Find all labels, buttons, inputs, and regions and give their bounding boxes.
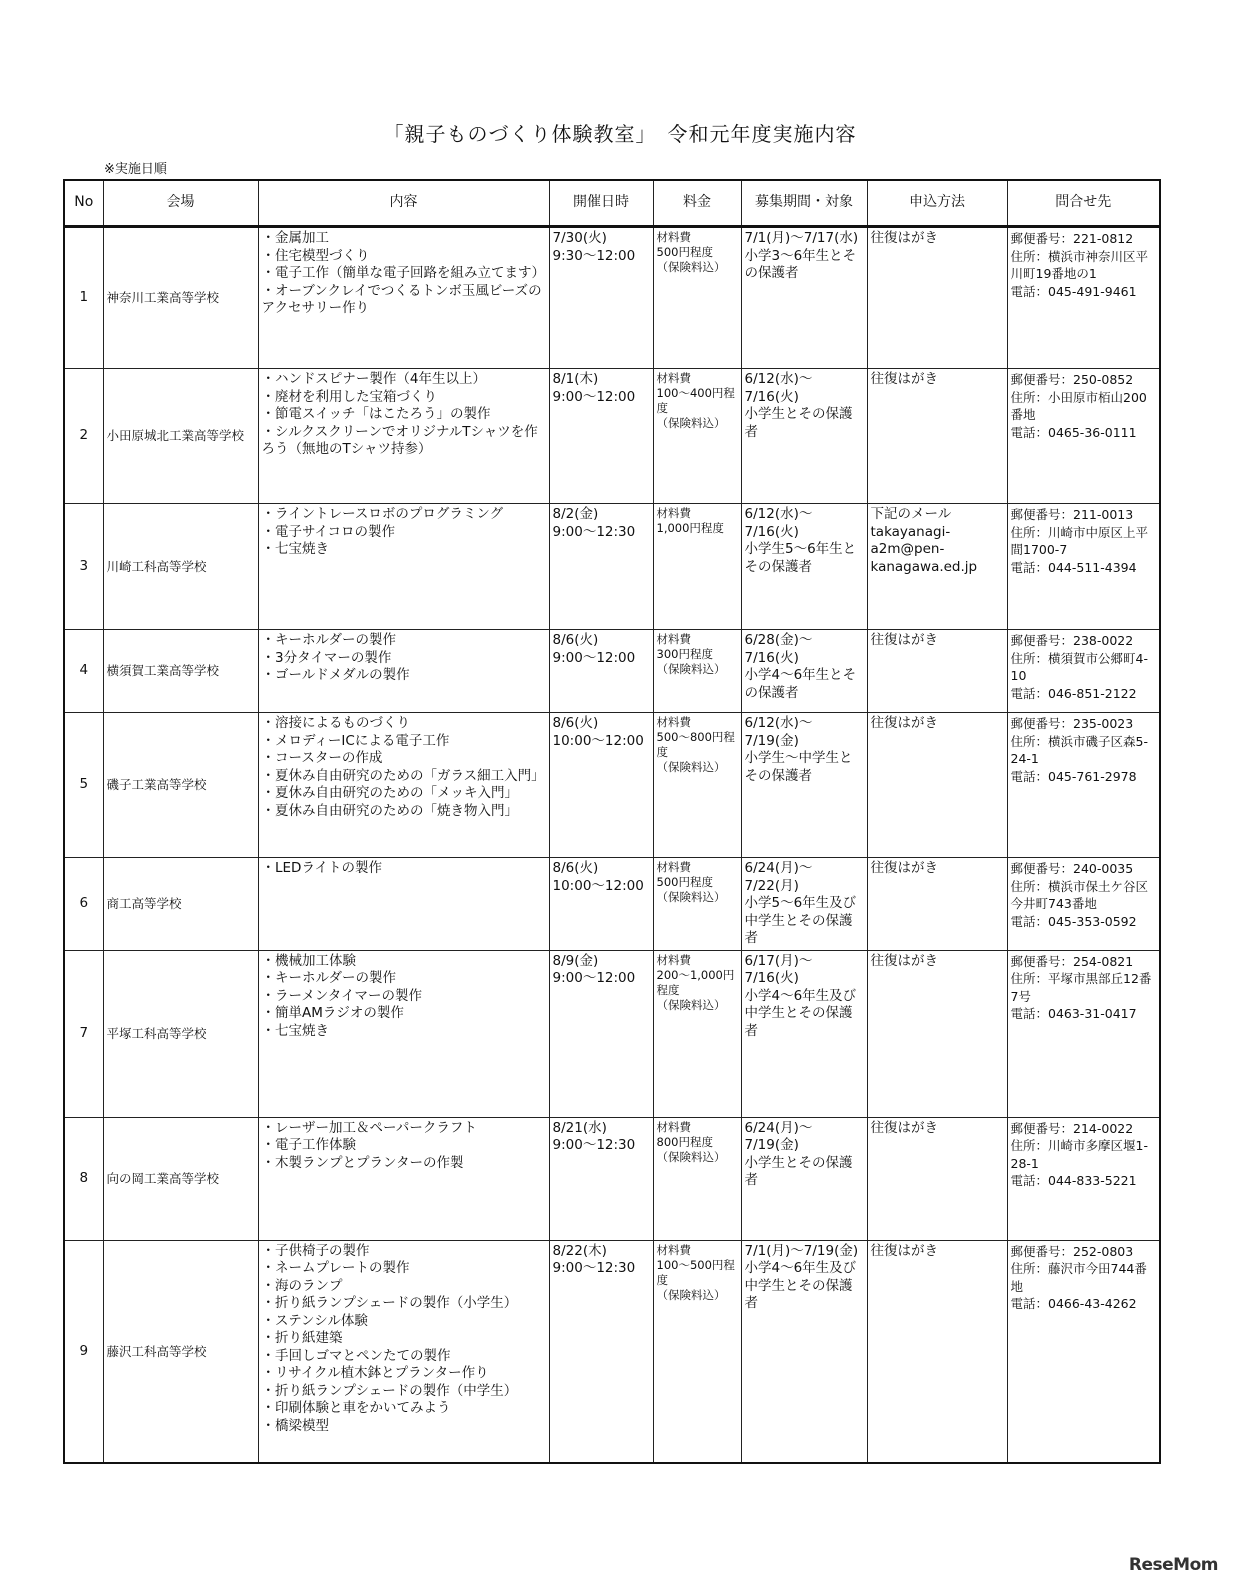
header-date: 開催日時 bbox=[549, 180, 653, 227]
period-cell: 6/12(水)～7/19(金) 小学生～中学生とその保護者 bbox=[741, 713, 867, 858]
content-item: ・レーザー加工＆ペーパークラフト bbox=[261, 1119, 477, 1136]
row-number: 9 bbox=[64, 1240, 103, 1463]
content-item: ・手回しゴマとペンたての製作 bbox=[261, 1347, 451, 1364]
content-cell bbox=[258, 504, 549, 630]
content-item: ・溶接によるものづくり bbox=[261, 715, 410, 731]
content-item: ・夏休み自由研究のための「ガラス細工入門」 bbox=[261, 767, 545, 784]
header-fee: 料金 bbox=[653, 180, 741, 227]
date-cell: 8/6(火) 10:00～12:00 bbox=[549, 858, 653, 951]
method-cell: 往復はがき bbox=[867, 369, 1007, 504]
contact-cell: 郵便番号：214-0022 住所：川崎市多摩区堰1-28-1 電話：044-833-5221 bbox=[1007, 1117, 1160, 1240]
table-row bbox=[64, 369, 1160, 504]
content-item: ・キーホルダーの製作 bbox=[261, 632, 396, 648]
content-item: ・木製ランプとプランターの作製 bbox=[261, 1154, 464, 1171]
table-row bbox=[64, 1117, 1160, 1240]
contact-cell: 郵便番号：250-0852 住所：小田原市栢山200番地 電話：0465-36-0111 bbox=[1007, 369, 1160, 504]
venue-cell: 平塚工科高等学校 bbox=[103, 950, 258, 1117]
period-cell: 6/12(水)～7/16(火) 小学生とその保護者 bbox=[741, 369, 867, 504]
content-cell bbox=[258, 950, 549, 1117]
fee-cell: 材料費 200～1,000円程度 （保険料込） bbox=[653, 950, 741, 1117]
row-number: 3 bbox=[64, 504, 103, 630]
venue-cell: 川崎工科高等学校 bbox=[103, 504, 258, 630]
venue-cell: 藤沢工科高等学校 bbox=[103, 1240, 258, 1463]
content-item: ・ゴールドメダルの製作 bbox=[261, 667, 410, 683]
content-item: ・キーホルダーの製作 bbox=[261, 970, 396, 986]
content-item: ・コースターの作成 bbox=[261, 750, 383, 766]
header-method: 申込方法 bbox=[867, 180, 1007, 227]
table-header-row bbox=[64, 180, 1160, 227]
fee-cell: 材料費 100～400円程度 （保険料込） bbox=[653, 369, 741, 504]
row-number: 5 bbox=[64, 713, 103, 858]
contact-cell: 郵便番号：235-0023 住所：横浜市磯子区森5-24-1 電話：045-761-2978 bbox=[1007, 713, 1160, 858]
method-cell: 往復はがき bbox=[867, 227, 1007, 369]
content-item: ・電子工作（簡単な電子回路を組み立てます） bbox=[261, 265, 545, 281]
content-item: ・ステンシル体験 bbox=[261, 1312, 368, 1329]
content-item: ・ハンドスピナー製作（4年生以上） bbox=[261, 371, 486, 387]
period-cell: 6/28(金)～7/16(火) 小学4～6年生とその保護者 bbox=[741, 630, 867, 713]
contact-cell: 郵便番号：211-0013 住所：川崎市中原区上平間1700-7 電話：044-511-4394 bbox=[1007, 504, 1160, 630]
fee-cell: 材料費 500円程度 （保険料込） bbox=[653, 858, 741, 951]
venue-cell: 磯子工業高等学校 bbox=[103, 713, 258, 858]
venue-cell: 神奈川工業高等学校 bbox=[103, 227, 258, 369]
content-cell bbox=[258, 858, 549, 951]
method-cell: 往復はがき bbox=[867, 1240, 1007, 1463]
row-number: 8 bbox=[64, 1117, 103, 1240]
venue-cell: 向の岡工業高等学校 bbox=[103, 1117, 258, 1240]
row-number: 7 bbox=[64, 950, 103, 1117]
content-item: ・LEDライトの製作 bbox=[261, 860, 383, 876]
date-cell: 8/6(火) 10:00～12:00 bbox=[549, 713, 653, 858]
row-number: 6 bbox=[64, 858, 103, 951]
fee-cell: 材料費 1,000円程度 bbox=[653, 504, 741, 630]
content-item: ・簡単AMラジオの製作 bbox=[261, 1005, 404, 1021]
date-cell: 8/1(木) 9:00～12:00 bbox=[549, 369, 653, 504]
date-cell: 8/6(火) 9:00～12:00 bbox=[549, 630, 653, 713]
date-cell: 8/21(水) 9:00～12:30 bbox=[549, 1117, 653, 1240]
content-item: ・子供椅子の製作 bbox=[261, 1242, 370, 1259]
content-item: ・海のランプ bbox=[261, 1277, 343, 1294]
date-cell: 8/2(金) 9:00～12:30 bbox=[549, 504, 653, 630]
contact-cell: 郵便番号：240-0035 住所：横浜市保土ケ谷区今井町743番地 電話：045-353-0592 bbox=[1007, 858, 1160, 951]
date-cell: 8/22(木) 9:00～12:30 bbox=[549, 1240, 653, 1463]
content-item: ・橋梁模型 bbox=[261, 1417, 329, 1434]
fee-cell: 材料費 800円程度 （保険料込） bbox=[653, 1117, 741, 1240]
method-cell: 往復はがき bbox=[867, 1117, 1007, 1240]
method-cell: 往復はがき bbox=[867, 858, 1007, 951]
content-item: ・シルクスクリーンでオリジナルTシャツを作ろう（無地のTシャツ持参） bbox=[261, 423, 538, 457]
content-item: ・夏休み自由研究のための「メッキ入門」 bbox=[261, 785, 518, 801]
content-item: ・折り紙ランプシェードの製作（小学生） bbox=[261, 1295, 518, 1311]
venue-cell: 横須賀工業高等学校 bbox=[103, 630, 258, 713]
content-item: ・メロディーICによる電子工作 bbox=[261, 732, 450, 749]
content-item: ・折り紙ランプシェードの製作（中学生） bbox=[261, 1382, 518, 1399]
content-item: ・印刷体験と車をかいてみよう bbox=[261, 1400, 451, 1416]
venue-cell: 小田原城北工業高等学校 bbox=[103, 369, 258, 504]
table-row bbox=[64, 227, 1160, 369]
method-cell: 往復はがき bbox=[867, 713, 1007, 858]
table-row bbox=[64, 950, 1160, 1117]
method-cell: 往復はがき bbox=[867, 950, 1007, 1117]
contact-cell: 郵便番号：254-0821 住所：平塚市黒部丘12番7号 電話：0463-31-0417 bbox=[1007, 950, 1160, 1117]
content-item: ・3分タイマーの製作 bbox=[261, 649, 392, 666]
header-venue: 会場 bbox=[103, 180, 258, 227]
content-cell bbox=[258, 630, 549, 713]
content-item: ・節電スイッチ「はこたろう」の製作 bbox=[261, 406, 491, 422]
fee-cell: 材料費 500円程度 （保険料込） bbox=[653, 227, 741, 369]
sort-note: ※実施日順 bbox=[104, 162, 167, 177]
content-item: ・折り紙建築 bbox=[261, 1330, 343, 1346]
content-item: ・リサイクル植木鉢とプランター作り bbox=[261, 1365, 489, 1381]
content-cell bbox=[258, 369, 549, 504]
resemom-logo: ReseMom bbox=[1128, 1555, 1218, 1575]
content-item: ・七宝焼き bbox=[261, 541, 329, 557]
period-cell: 6/12(水)～7/16(火) 小学生5～6年生とその保護者 bbox=[741, 504, 867, 630]
content-item: ・電子サイコロの製作 bbox=[261, 523, 396, 540]
content-cell bbox=[258, 1117, 549, 1240]
table-row bbox=[64, 504, 1160, 630]
content-cell bbox=[258, 1240, 549, 1463]
date-cell: 7/30(火) 9:30～12:00 bbox=[549, 227, 653, 369]
header-no: No bbox=[64, 180, 103, 227]
row-number: 4 bbox=[64, 630, 103, 713]
header-period: 募集期間・対象 bbox=[741, 180, 867, 227]
content-item: ・ライントレースロボのプログラミング bbox=[261, 506, 504, 522]
row-number: 1 bbox=[64, 227, 103, 369]
content-cell bbox=[258, 227, 549, 369]
content-item: ・機械加工体験 bbox=[261, 952, 356, 969]
method-cell: 往復はがき bbox=[867, 630, 1007, 713]
row-number: 2 bbox=[64, 369, 103, 504]
content-item: ・オーブンクレイでつくるトンボ玉風ビーズのアクセサリー作り bbox=[261, 282, 542, 316]
period-cell: 6/24(月)～7/22(月) 小学5～6年生及び中学生とその保護者 bbox=[741, 858, 867, 951]
contact-cell: 郵便番号：221-0812 住所：横浜市神奈川区平川町19番地の1 電話：045-491-9461 bbox=[1007, 227, 1160, 369]
period-cell: 6/24(月)～7/19(金) 小学生とその保護者 bbox=[741, 1117, 867, 1240]
header-content: 内容 bbox=[258, 180, 549, 227]
contact-cell: 郵便番号：238-0022 住所：横須賀市公郷町4-10 電話：046-851-2122 bbox=[1007, 630, 1160, 713]
date-cell: 8/9(金) 9:00～12:00 bbox=[549, 950, 653, 1117]
content-item: ・ネームプレートの製作 bbox=[261, 1260, 410, 1276]
period-cell: 6/17(月)～7/16(火) 小学4～6年生及び中学生とその保護者 bbox=[741, 950, 867, 1117]
fee-cell: 材料費 500～800円程度 （保険料込） bbox=[653, 713, 741, 858]
content-cell bbox=[258, 713, 549, 858]
venue-cell: 商工高等学校 bbox=[103, 858, 258, 951]
contact-cell: 郵便番号：252-0803 住所：藤沢市今田744番地 電話：0466-43-4262 bbox=[1007, 1240, 1160, 1463]
period-cell: 7/1(月)～7/19(金) 小学4～6年生及び中学生とその保護者 bbox=[741, 1240, 867, 1463]
table-row bbox=[64, 713, 1160, 858]
content-item: ・廃材を利用した宝箱づくり bbox=[261, 388, 437, 405]
table-row bbox=[64, 858, 1160, 951]
table-row bbox=[64, 630, 1160, 713]
content-item: ・ラーメンタイマーの製作 bbox=[261, 987, 423, 1004]
content-item: ・電子工作体験 bbox=[261, 1137, 356, 1153]
period-cell: 7/1(月)～7/17(水) 小学3～6年生とその保護者 bbox=[741, 227, 867, 369]
fee-cell: 材料費 100～500円程度 （保険料込） bbox=[653, 1240, 741, 1463]
page-title: 「親子ものづくり体験教室」 令和元年度実施内容 bbox=[383, 122, 857, 146]
content-item: ・金属加工 bbox=[261, 230, 329, 246]
method-cell: 下記のメール takayanagi-a2m@pen-kanagawa.ed.jp bbox=[867, 504, 1007, 630]
fee-cell: 材料費 300円程度 （保険料込） bbox=[653, 630, 741, 713]
content-item: ・七宝焼き bbox=[261, 1022, 329, 1039]
program-table bbox=[63, 179, 1161, 1464]
content-item: ・住宅模型づくり bbox=[261, 247, 370, 264]
table-row bbox=[64, 1240, 1160, 1463]
content-item: ・夏休み自由研究のための「焼き物入門」 bbox=[261, 802, 518, 819]
header-contact: 問合せ先 bbox=[1007, 180, 1160, 227]
